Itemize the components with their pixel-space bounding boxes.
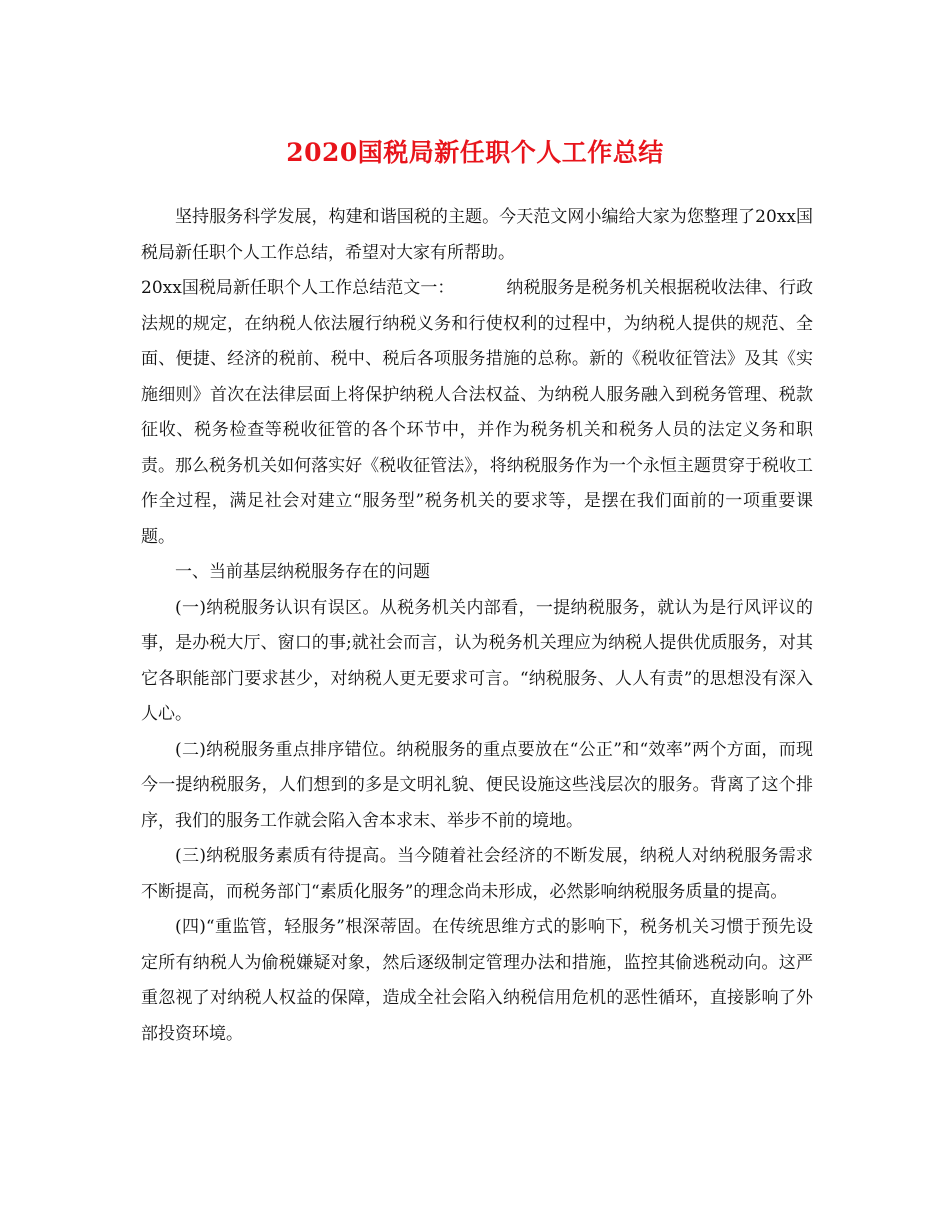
sample-paragraph: [141, 271, 813, 555]
paragraph-4: (四)“重监管，轻服务”根深蒂固。在传统思维方式的影响下，税务机关习惯于预先设定所有纳税人为偷税嫌疑对象，然后逐级制定管理办法和措施，监控其偷逃税动向。这严重忽视了对纳税人权益的保障，造成全社会陷入纳税信用危机的恶性循环，直接影响了外部投资环境。: [141, 917, 813, 1044]
paragraph-2: (二)纳税服务重点排序错位。纳税服务的重点要放在“公正”和“效率”两个方面，而现今一提纳税服务，人们想到的多是文明礼貌、便民设施这些浅层次的服务。背离了这个排序，我们的服务工作就会陷入舍本求末、举步不前的境地。: [141, 739, 813, 831]
sample-first-text: 纳税服务是税务机关根据税收法律、行政法规的规定，在纳税人依法履行纳税义务和行使权利的过程中，为纳税人提供的规范、全面、便捷、经济的税前、税中、税后各项服务措施的总称。新的《税收征管法》及其《实施细则》首次在法律层面上将保护纳税人合法权益、为纳税人服务融入到税务管理、税款征收、税务检查等税收征管的各个环节中，并作为税务机关和税务人员的法定义务和职责。那么税务机关如何落实好《税收征管法》，将纳税服务作为一个永恒主题贯穿于税收工作全过程，满足社会对建立“服务型”税务机关的要求等，是摆在我们面前的一项重要课题。: [141, 278, 814, 547]
sample-heading: 20xx国税局新任职个人工作总结范文一：: [141, 278, 455, 298]
intro-paragraph: 坚持服务科学发展，构建和谐国税的主题。今天范文网小编给大家为您整理了20xx国税局新任职个人工作总结，希望对大家有所帮助。: [141, 207, 813, 263]
document-title: 2020国税局新任职个人工作总结: [286, 138, 664, 167]
section-heading: 一、当前基层纳税服务存在的问题: [175, 562, 430, 582]
paragraph-1: (一)纳税服务认识有误区。从税务机关内部看，一提纳税服务，就认为是行风评议的事，是办税大厅、窗口的事;就社会而言，认为税务机关理应为纳税人提供优质服务，对其它各职能部门要求甚少，对纳税人更无要求可言。“纳税服务、人人有责”的思想没有深入人心。: [141, 597, 813, 724]
document-body: [141, 200, 813, 1052]
paragraph-3: (三)纳税服务素质有待提高。当今随着社会经济的不断发展，纳税人对纳税服务需求不断提高，而税务部门“素质化服务”的理念尚未形成，必然影响纳税服务质量的提高。: [141, 846, 813, 902]
